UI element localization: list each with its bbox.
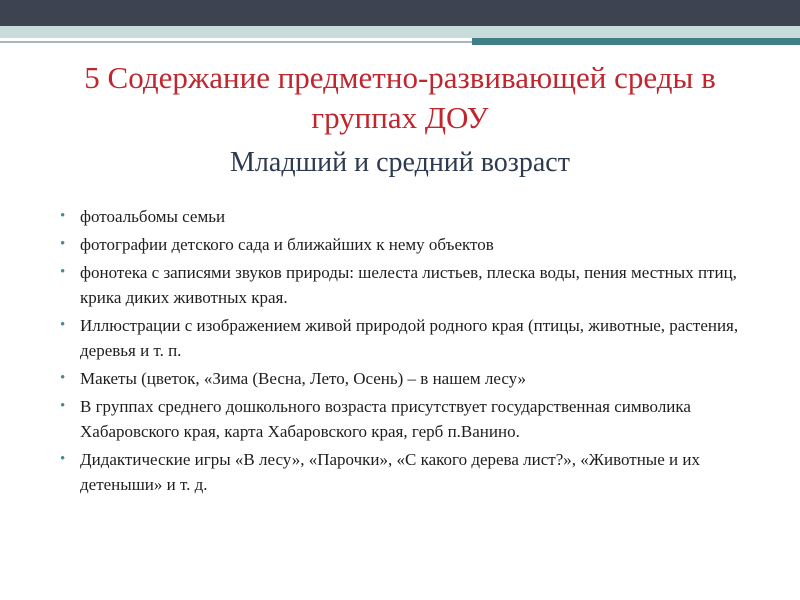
bullet-icon: • — [60, 236, 66, 252]
list-item-text: фонотека с записями звуков природы: шелеста листьев, плеска воды, пения местных птиц, крика диких животных края. — [80, 263, 737, 307]
bullet-icon: • — [60, 264, 66, 280]
list-item-text: Макеты (цветок, «Зима (Весна, Лето, Осень) – в нашем лесу» — [80, 369, 527, 388]
list-item-text: фотоальбомы семьи — [80, 207, 226, 226]
list-item — [60, 394, 760, 444]
list-item-text: Дидактические игры «В лесу», «Парочки», «С какого дерева лист?», «Животные и их детеныши» и т. д. — [80, 450, 700, 494]
slide-subtitle: Младший и средний возраст — [230, 147, 570, 178]
list-item-text: фотографии детского сада и ближайших к нему объектов — [80, 235, 494, 254]
list-item — [60, 204, 760, 229]
bullet-icon: • — [60, 370, 66, 386]
bullet-icon: • — [60, 451, 66, 467]
slide-title: 5 Содержание предметно-развивающей среды в группах ДОУ — [84, 60, 716, 135]
header-stripe — [0, 41, 472, 43]
list-item — [60, 260, 760, 310]
header-band — [0, 26, 800, 38]
header-accent — [472, 38, 800, 45]
bullet-icon: • — [60, 208, 66, 224]
list-item — [60, 366, 760, 391]
bullet-icon: • — [60, 398, 66, 414]
list-item — [60, 313, 760, 363]
bullet-list — [60, 204, 760, 500]
list-item-text: Иллюстрации с изображением живой природой родного края (птицы, животные, растения, деревья и т. п. — [80, 316, 739, 360]
list-item — [60, 232, 760, 257]
bullet-icon: • — [60, 317, 66, 333]
list-item — [60, 447, 760, 497]
header-bar — [0, 0, 800, 26]
list-item-text: В группах среднего дошкольного возраста присутствует государственная символика Хабаровского края, карта Хабаровского края, герб п.Ванино. — [80, 397, 691, 441]
